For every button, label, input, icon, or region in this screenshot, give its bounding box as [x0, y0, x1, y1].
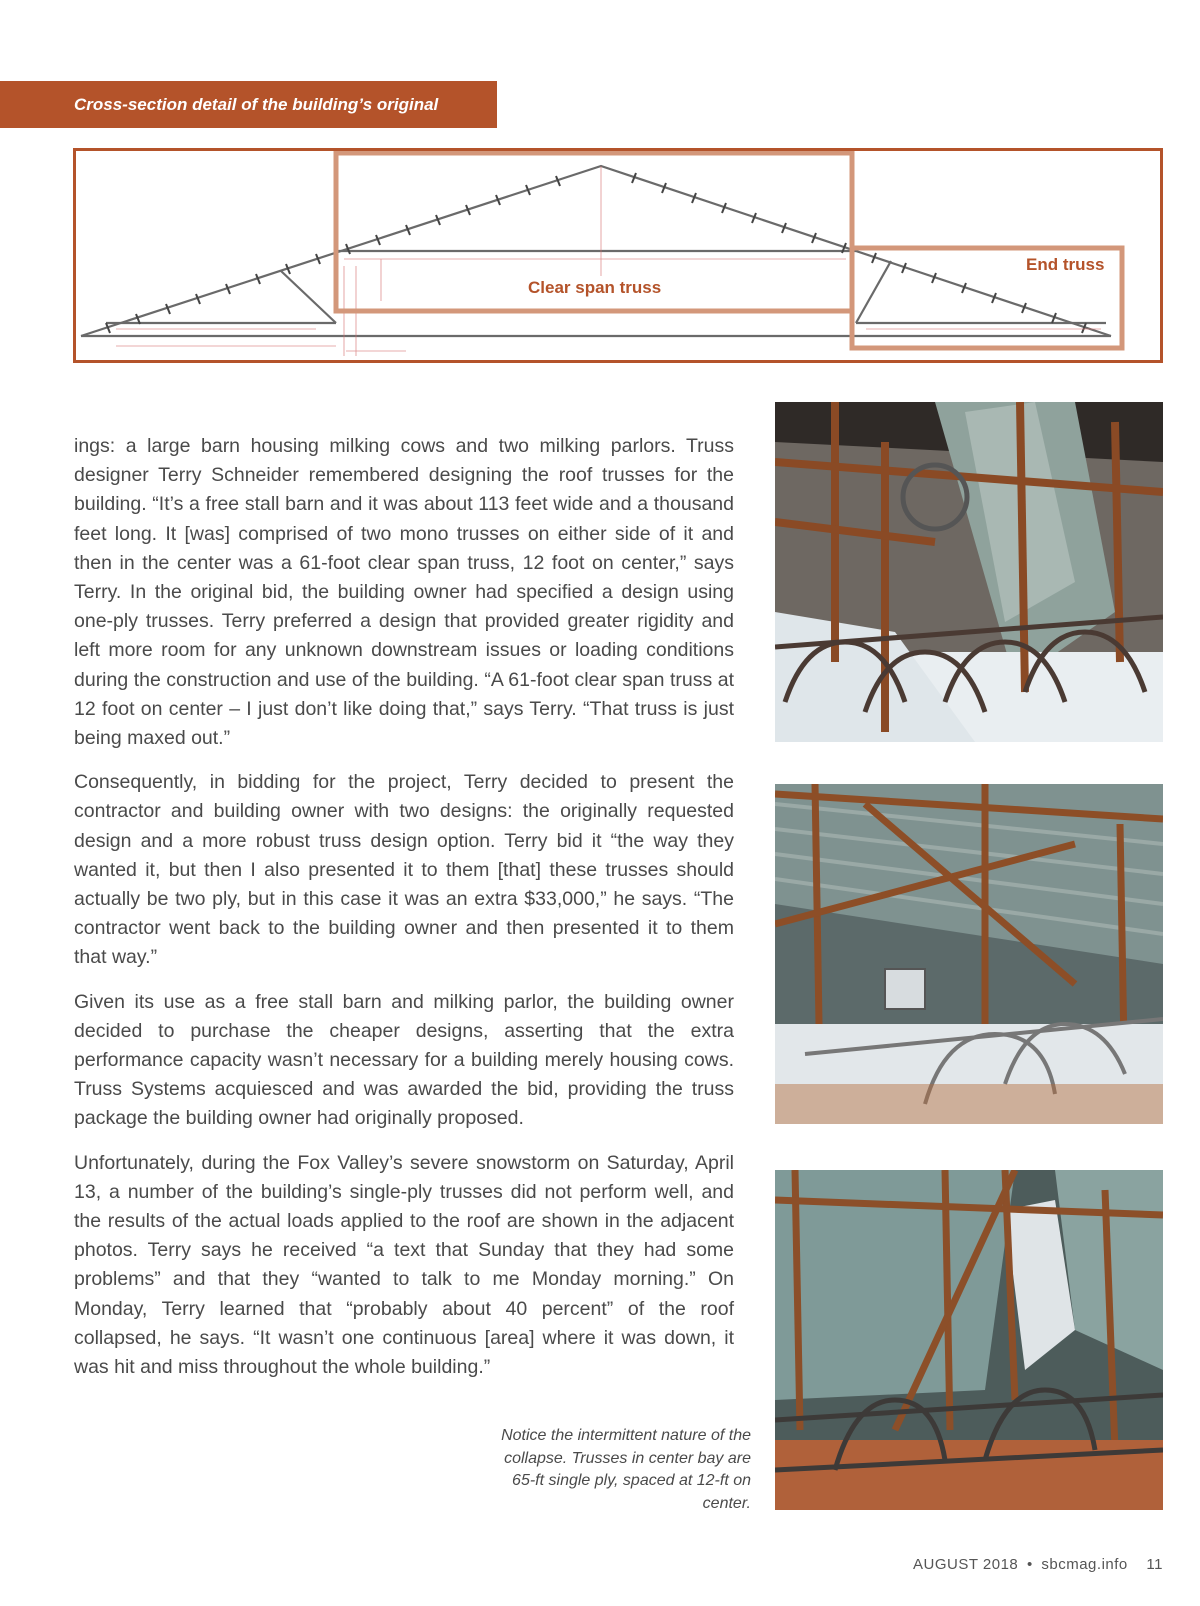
diagram-caption-banner: Cross-section detail of the building’s original: [0, 81, 497, 128]
end-truss-label: End truss: [1026, 255, 1105, 274]
truss-cross-section-diagram: [73, 148, 1163, 363]
paragraph-4: Unfortunately, during the Fox Valley’s severe snowstorm on Saturday, April 13, a number of the building’s single-ply trusses did not perform well, and the results of the actual loads applied to the roof are shown in the adjacent photos. Terry says he received “a text that Sunday that they had some problems” and that they “wanted to talk to me Monday morning.” On Monday, Terry learned that “probably about 40 percent” of the roof collapsed, he says. “It wasn’t one continuous [area] where it was down, it was hit and miss throughout the whole building.”: [74, 1151, 734, 1379]
paragraph-3: Given its use as a free stall barn and milking parlor, the building owner decided to purchase the cheaper designs, asserting that the extra performance capacity wasn’t necessary for a building merely housing cows. Truss Systems acquiesced and was awarded the bid, providing the truss package the building owner had originally proposed.: [74, 990, 734, 1130]
footer-issue: AUGUST 2018: [912, 1556, 1019, 1573]
paragraph-2: Consequently, in bidding for the project, Terry decided to present the contractor and building owner with two designs: the originally requested design and a more robust truss design option. Terry bid it “the way they wanted it, but then I also presented it to them [that] these trusses should actually be two ply, but in this case it was an extra $33,000,” he says. “The contractor went back to the building owner and then presented it to them that way.”: [74, 771, 734, 969]
page-footer: [909, 1556, 1163, 1573]
photo-caption: Notice the intermittent nature of the collapse. Trusses in center bay are 65-ft single ply, spaced at 12-ft on center.: [501, 1427, 751, 1512]
collapse-photo-3: [775, 1170, 1163, 1510]
footer-site: sbcmag.info: [1041, 1556, 1128, 1573]
collapse-photo-2: [775, 784, 1163, 1124]
article-body: [74, 432, 734, 1397]
footer-separator: •: [1026, 1556, 1033, 1573]
clear-span-truss-label: Clear span truss: [528, 278, 662, 297]
paragraph-1: ings: a large barn housing milking cows and two milking parlors. Truss designer Terry Schneider remembered designing the roof trusses for the building. “It’s a free stall barn and it was about 113 feet wide and a thousand feet long. It [was] comprised of two mono trusses on either side of it and then in the center was a 61-foot clear span truss, 12 foot on center,” says Terry. In the original bid, the building owner had specified a design using one-ply trusses. Terry preferred a design that provided greater rigidity and left more room for any unknown downstream issues or loading conditions during the construction and use of the building. “A 61-foot clear span truss at 12 foot on center – I just don’t like doing that,” says Terry. “That truss is just being maxed out.”: [74, 435, 734, 750]
page-number: 11: [1146, 1556, 1163, 1573]
collapse-photo-1: [775, 402, 1163, 742]
truss-drawing: [76, 151, 1160, 360]
dimension-lines: [116, 166, 1101, 356]
